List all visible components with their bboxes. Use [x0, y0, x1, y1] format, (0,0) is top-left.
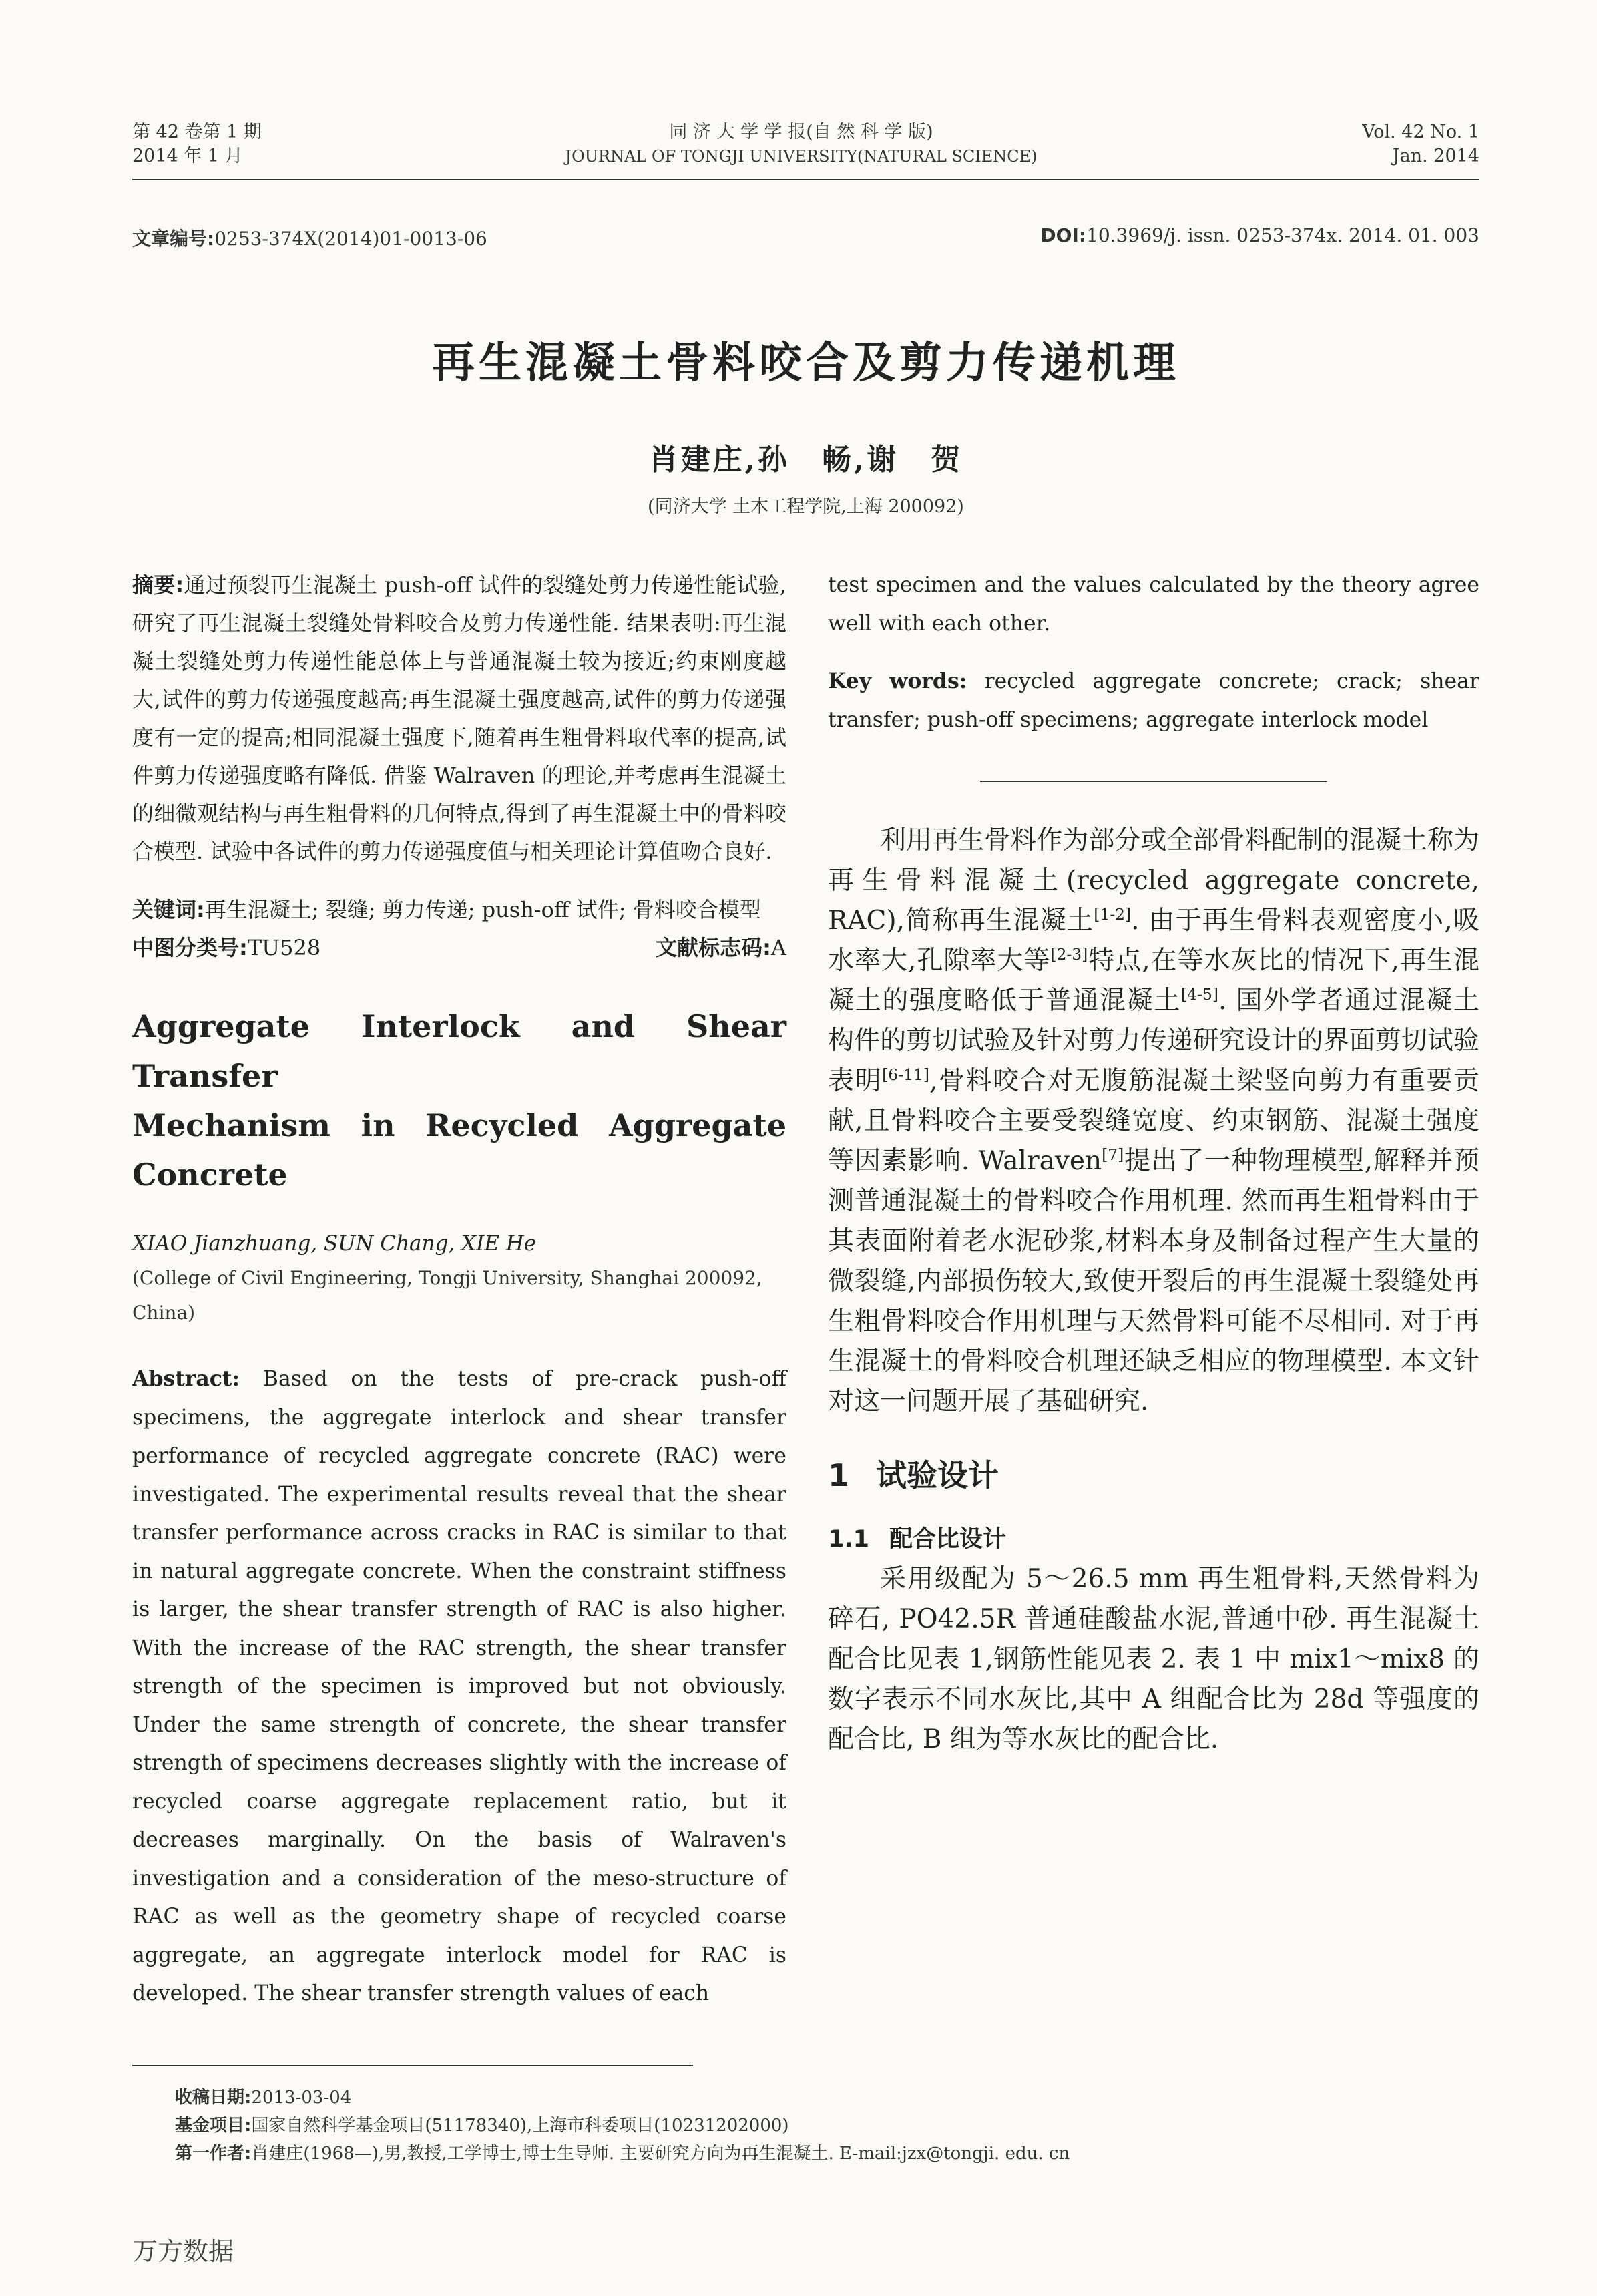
received-date: 收稿日期:2013-03-04 [175, 2088, 352, 2108]
watermark: 万方数据 [132, 2237, 234, 2266]
left-column [132, 566, 786, 2014]
abstract-en: Abstract: Based on the tests of pre-crack push-off specimens, the aggregate interlock and shear transfer performance of recycled aggregate concrete (RAC) were investigated. The experimental results reveal that the shear transfer performance across cracks in RAC is similar to that in natural aggregate concrete. When the constraint stiffness is larger, the shear transfer strength of RAC is also higher. With the increase of the RAC strength, the shear transfer strength of the specimen is improved but not obviously. Under the same strength of concrete, the shear transfer strength of specimens decreases slightly with the increase of recycled coarse aggregate replacement ratio, but it decreases marginally. On the basis of Walraven's investigation and a consideration of the meso-structure of RAC as well as the geometry shape of recycled coarse aggregate, an aggregate interlock model for RAC is developed. The shear transfer strength values of each [132, 1366, 787, 2005]
volume-issue: 第 42 卷第 1 期 [132, 122, 262, 142]
keywords-cn: 关键词:再生混凝土; 裂缝; 剪力传递; push-off 试件; 骨料咬合模型 [132, 897, 761, 922]
abstract-cn: 摘要:通过预裂再生混凝土 push-off 试件的裂缝处剪力传递性能试验,研究了再生混凝土裂缝处骨料咬合及剪力传递性能. 结果表明:再生混凝土裂缝处剪力传递性能总体上与普通混凝土较为接近;约束刚度越大,试件的剪力传递强度越高;再生混凝土强度越高,试件的剪力传递强度有一定的提高;相同混凝土强度下,随着再生粗骨料取代率的提高,试件剪力传递强度略有降低. 借鉴 Walraven 的理论,并考虑再生混凝土的细微观结构与再生粗骨料的几何特点,得到了再生混凝土中的骨料咬合模型. 试验中各试件的剪力传递强度值与相关理论计算值吻合良好. [132, 572, 786, 864]
issue-date: 2014 年 1 月 [132, 146, 243, 166]
abstract-en-continued: test specimen and the values calculated by the theory agree well with each other. [828, 573, 1479, 636]
footnote-rule [132, 2065, 693, 2066]
volume-en: Vol. 42 No. 1 [1362, 122, 1479, 142]
header-rule [132, 179, 1479, 180]
classification: 中图分类号:TU528 文献标志码:A [132, 935, 786, 960]
title-en: Aggregate Interlock and Shear Transfer Mechanism in Recycled Aggregate Concrete [132, 1008, 786, 1193]
affiliation-cn: (同济大学 土木工程学院,上海 200092) [648, 496, 964, 517]
header-right [1212, 120, 1479, 168]
fund-project: 基金项目:国家自然科学基金项目(51178340),上海市科委项目(10231202000) [175, 2116, 789, 2136]
abstract-separator [980, 781, 1327, 782]
intro-paragraph: 利用再生骨料作为部分或全部骨料配制的混凝土称为再生骨料混凝土(recycled aggregate concrete, RAC),简称再生混凝土[1-2]. 由于再生骨料表观密度小,吸水率大,孔隙率大等[2-3]特点,在等水灰比的情况下,再生混凝土的强度略低于普通混凝土[4-5]. 国外学者通过混凝土构件的剪切试验及针对剪力传递研究设计的界面剪切试验表明[6-11],骨料咬合对无腹筋混凝土梁竖向剪力有重要贡献,且骨料咬合主要受裂缝宽度、约束钢筋、混凝土强度等因素影响. Walraven[7]提出了一种物理模型,解释并预测普通混凝土的骨料咬合作用机理. 然而再生粗骨料由于其表面附着老水泥砂浆,材料本身及制备过程产生大量的微裂缝,内部损伤较大,致使开裂后的再生混凝土裂缝处再生粗骨料咬合作用机理与天然骨料可能不尽相同. 对于再生混凝土的骨料咬合机理还缺乏相应的物理模型. 本文针对这一问题开展了基础研究. [828, 825, 1479, 1416]
affiliation-en: (College of Civil Engineering, Tongji University, Shanghai 200092, China) [132, 1267, 762, 1324]
article-number: 文章编号:0253-374X(2014)01-0013-06 [132, 228, 487, 250]
section-1-1-text: 采用级配为 5～26.5 mm 再生粗骨料,天然骨料为碎石, PO42.5R 普通硅酸盐水泥,普通中砂. 再生混凝土配合比见表 1,钢筋性能见表 2. 表 1 中 mix1～mix8 的数字表示不同水灰比,其中 A 组配合比为 28d 等强度的配合比, B 组为等水灰比的配合比. [828, 1564, 1480, 1754]
first-author: 第一作者:肖建庄(1968—),男,教授,工学博士,博士生导师. 主要研究方向为再生混凝土. E-mail:jzx@tongji. edu. cn [175, 2144, 1070, 2164]
right-column [828, 566, 1479, 1760]
journal-name-en: JOURNAL OF TONGJI UNIVERSITY(NATURAL SCIENCE) [565, 147, 1038, 166]
date-en: Jan. 2014 [1392, 146, 1479, 166]
doi: DOI:10.3969/j. issn. 0253-374x. 2014. 01. 003 [1040, 224, 1479, 246]
authors-en: XIAO Jianzhuang, SUN Chang, XIE He [132, 1231, 537, 1256]
article-meta [132, 224, 1479, 251]
section-1-1-heading: 1.1 配合比设计 [828, 1526, 1007, 1553]
section-1-heading: 1 试验设计 [828, 1457, 999, 1493]
header-left [132, 120, 399, 168]
footnotes [175, 2084, 1479, 2168]
journal-name-cn: 同 济 大 学 学 报(自 然 科 学 版) [669, 122, 933, 142]
title-cn: 再生混凝土骨料咬合及剪力传递机理 [432, 339, 1180, 388]
authors-cn: 肖建庄,孙 畅,谢 贺 [648, 443, 963, 477]
header-center [467, 120, 1135, 168]
keywords-en: Key words: recycled aggregate concrete; crack; shear transfer; push-off specimens; aggregate interlock model [828, 668, 1479, 732]
